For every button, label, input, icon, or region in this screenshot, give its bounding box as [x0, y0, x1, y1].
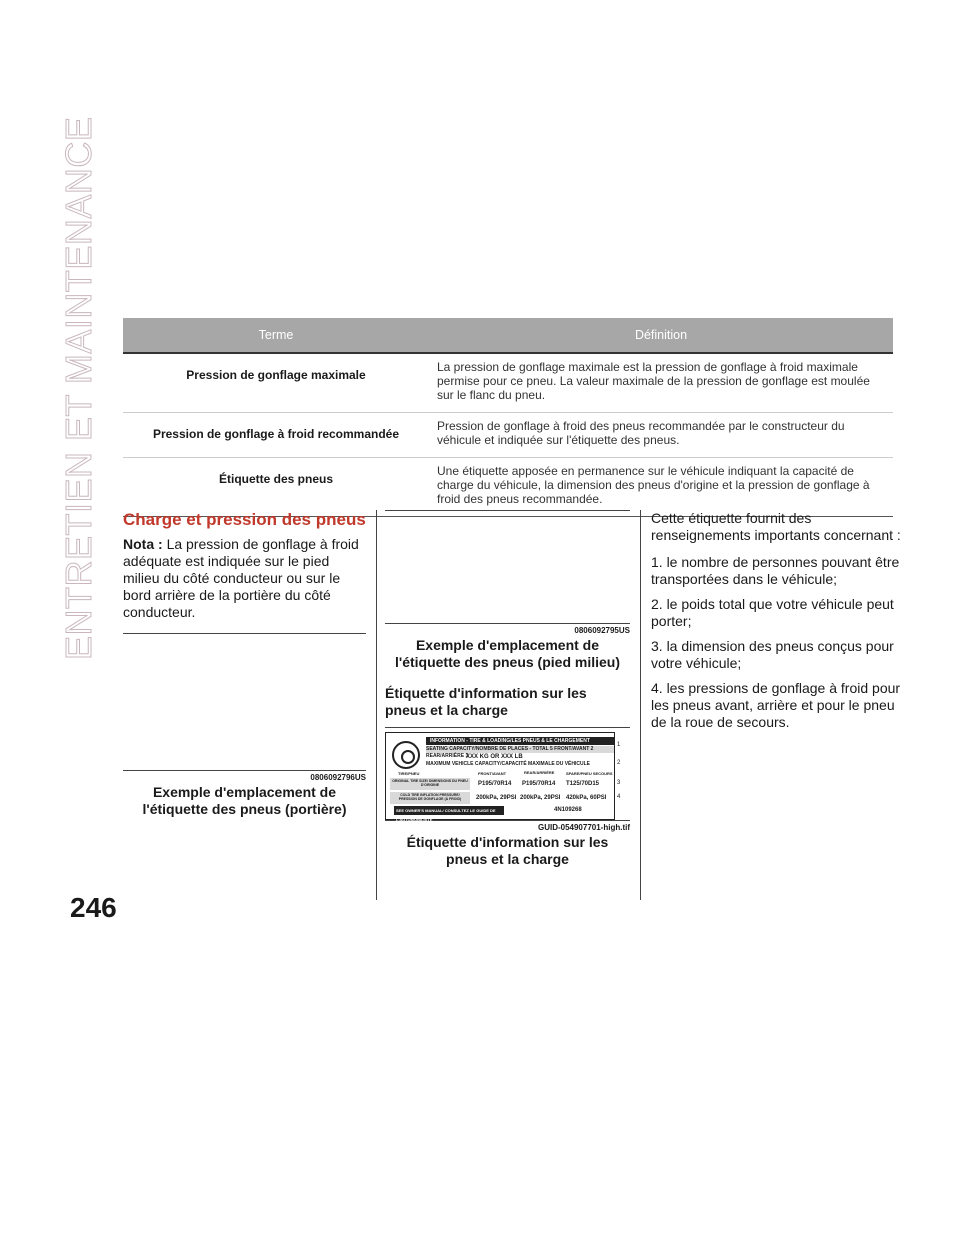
list-item: 2. le poids total que votre véhicule peut porter; [651, 596, 894, 629]
figure-caption: Étiquette d'information sur les pneus et la charge [406, 834, 609, 867]
divider [385, 623, 630, 624]
image-id: GUID-054907701-high.tif [537, 823, 630, 832]
divider [123, 770, 366, 771]
label-footer: SEE OWNER'S MANUAL/ CONSULTEZ LE GUIDE DE L'AUTOMOBILISTE [394, 806, 504, 815]
column-left [123, 510, 366, 818]
list-item: 4. les pressions de gonflage à froid pour les pneus avant, arrière et pour le pneu de la roue de secours. [651, 680, 901, 730]
label-max-line: MAXIMUM VEHICLE CAPACITY/CAPACITÉ MAXIMALE DU VÉHICULE [426, 761, 590, 767]
note-paragraph [123, 536, 366, 621]
pillar-image-placeholder [385, 511, 630, 623]
label-header: INFORMATION - TIRE & LOADING/LES PNEUS & LE CHARGEMENT [426, 737, 614, 745]
label-row2-title: COLD TIRE INFLATION PRESSURE/ PRESSION DE GONFLAGE (À FROID) [398, 793, 462, 801]
label-row1-spare: T125/70D15 [566, 781, 600, 787]
label-col-head: TIRE/PNEU [398, 771, 420, 776]
table-row [123, 413, 893, 458]
definition-cell: Pression de gonflage à froid des pneus recommandée par le constructeur du véhicule et indiquée sur l'étiquette des pneus. [429, 413, 893, 458]
label-code: 4N109268 [554, 807, 582, 813]
table-row [123, 458, 893, 517]
label-col-head: SPARE/PNEU SECOURS [566, 771, 613, 776]
door-image-placeholder [123, 634, 366, 770]
image-id: 0806092795US [574, 626, 630, 635]
tire-icon [392, 741, 420, 769]
table-row [123, 353, 893, 413]
label-row1-front: P195/70R14 [478, 781, 512, 787]
callout-3: 3 [617, 780, 621, 786]
label-col-head: REAR/ARRIÈRE [524, 770, 555, 775]
tire-information-label [385, 732, 615, 820]
side-section-title: ENTRETIEN ET MAINTENANCE [58, 116, 99, 660]
note-text: La pression de gonflage à froid adéquate est indiquée sur le pied milieu du côté conducteur ou sur le bord arrière de la portière du côté conducteur. [123, 536, 359, 620]
image-id: 0806092796US [310, 773, 366, 782]
label-row1-rear: P195/70R14 [522, 781, 556, 787]
callout-1: 1 [617, 742, 621, 748]
section-heading: Charge et pression des pneus [123, 510, 366, 529]
column-divider [640, 510, 641, 900]
page-number: 246 [70, 892, 117, 923]
term-cell: Étiquette des pneus [123, 458, 429, 517]
tire-label-figure [385, 732, 630, 820]
column-middle [385, 510, 630, 868]
term-cell: Pression de gonflage maximale [123, 353, 429, 413]
callout-2: 2 [617, 760, 621, 766]
label-seating: SEATING CAPACITY/NOMBRE DE PLACES - TOTAL 5 FRONT/AVANT 2 REAR/ARRIÈRE 3 [426, 746, 614, 753]
list-item: 3. la dimension des pneus conçus pour votre véhicule; [651, 638, 894, 671]
label-row1-title: ORIGINAL TIRE SIZE/ DIMENSIONS DU PNEU D'ORIGINE [392, 779, 468, 787]
table-header-definition: Définition [429, 318, 893, 353]
list-item: 1. le nombre de personnes pouvant être transportées dans le véhicule; [651, 554, 900, 587]
definitions-table [123, 318, 893, 517]
definition-cell: Une étiquette apposée en permanence sur le véhicule indiquant la capacité de charge du véhicule, la dimension des pneus d'origine et la pression de gonflage à froid des pneus recommandée. [429, 458, 893, 517]
label-row2-rear: 200kPa, 29PSI [520, 795, 561, 801]
subsection-heading: Étiquette d'information sur les pneus et la charge [385, 685, 587, 718]
figure-caption: Exemple d'emplacement de l'étiquette des pneus (portière) [142, 784, 347, 817]
label-max-capacity: XXX KG OR XXX LB [466, 754, 523, 760]
column-divider [376, 510, 377, 900]
divider [385, 727, 630, 728]
column-right [651, 510, 901, 739]
term-cell: Pression de gonflage à froid recommandée [123, 413, 429, 458]
callout-4: 4 [617, 794, 621, 800]
label-row2-front: 200kPa, 29PSI [476, 795, 517, 801]
note-label: Nota : [123, 536, 163, 552]
figure-caption: Exemple d'emplacement de l'étiquette des pneus (pied milieu) [394, 637, 621, 670]
list-intro: Cette étiquette fournit des renseignements importants concernant : [651, 510, 901, 543]
table-header-term: Terme [123, 318, 429, 353]
definition-cell: La pression de gonflage maximale est la pression de gonflage à froid maximale permise pour ce pneu. La valeur maximale de la pression de gonflage est moulée sur le flanc du pneu. [429, 353, 893, 413]
label-row2-spare: 420kPa, 60PSI [566, 795, 607, 801]
label-col-head: FRONT/AVANT [478, 771, 507, 776]
